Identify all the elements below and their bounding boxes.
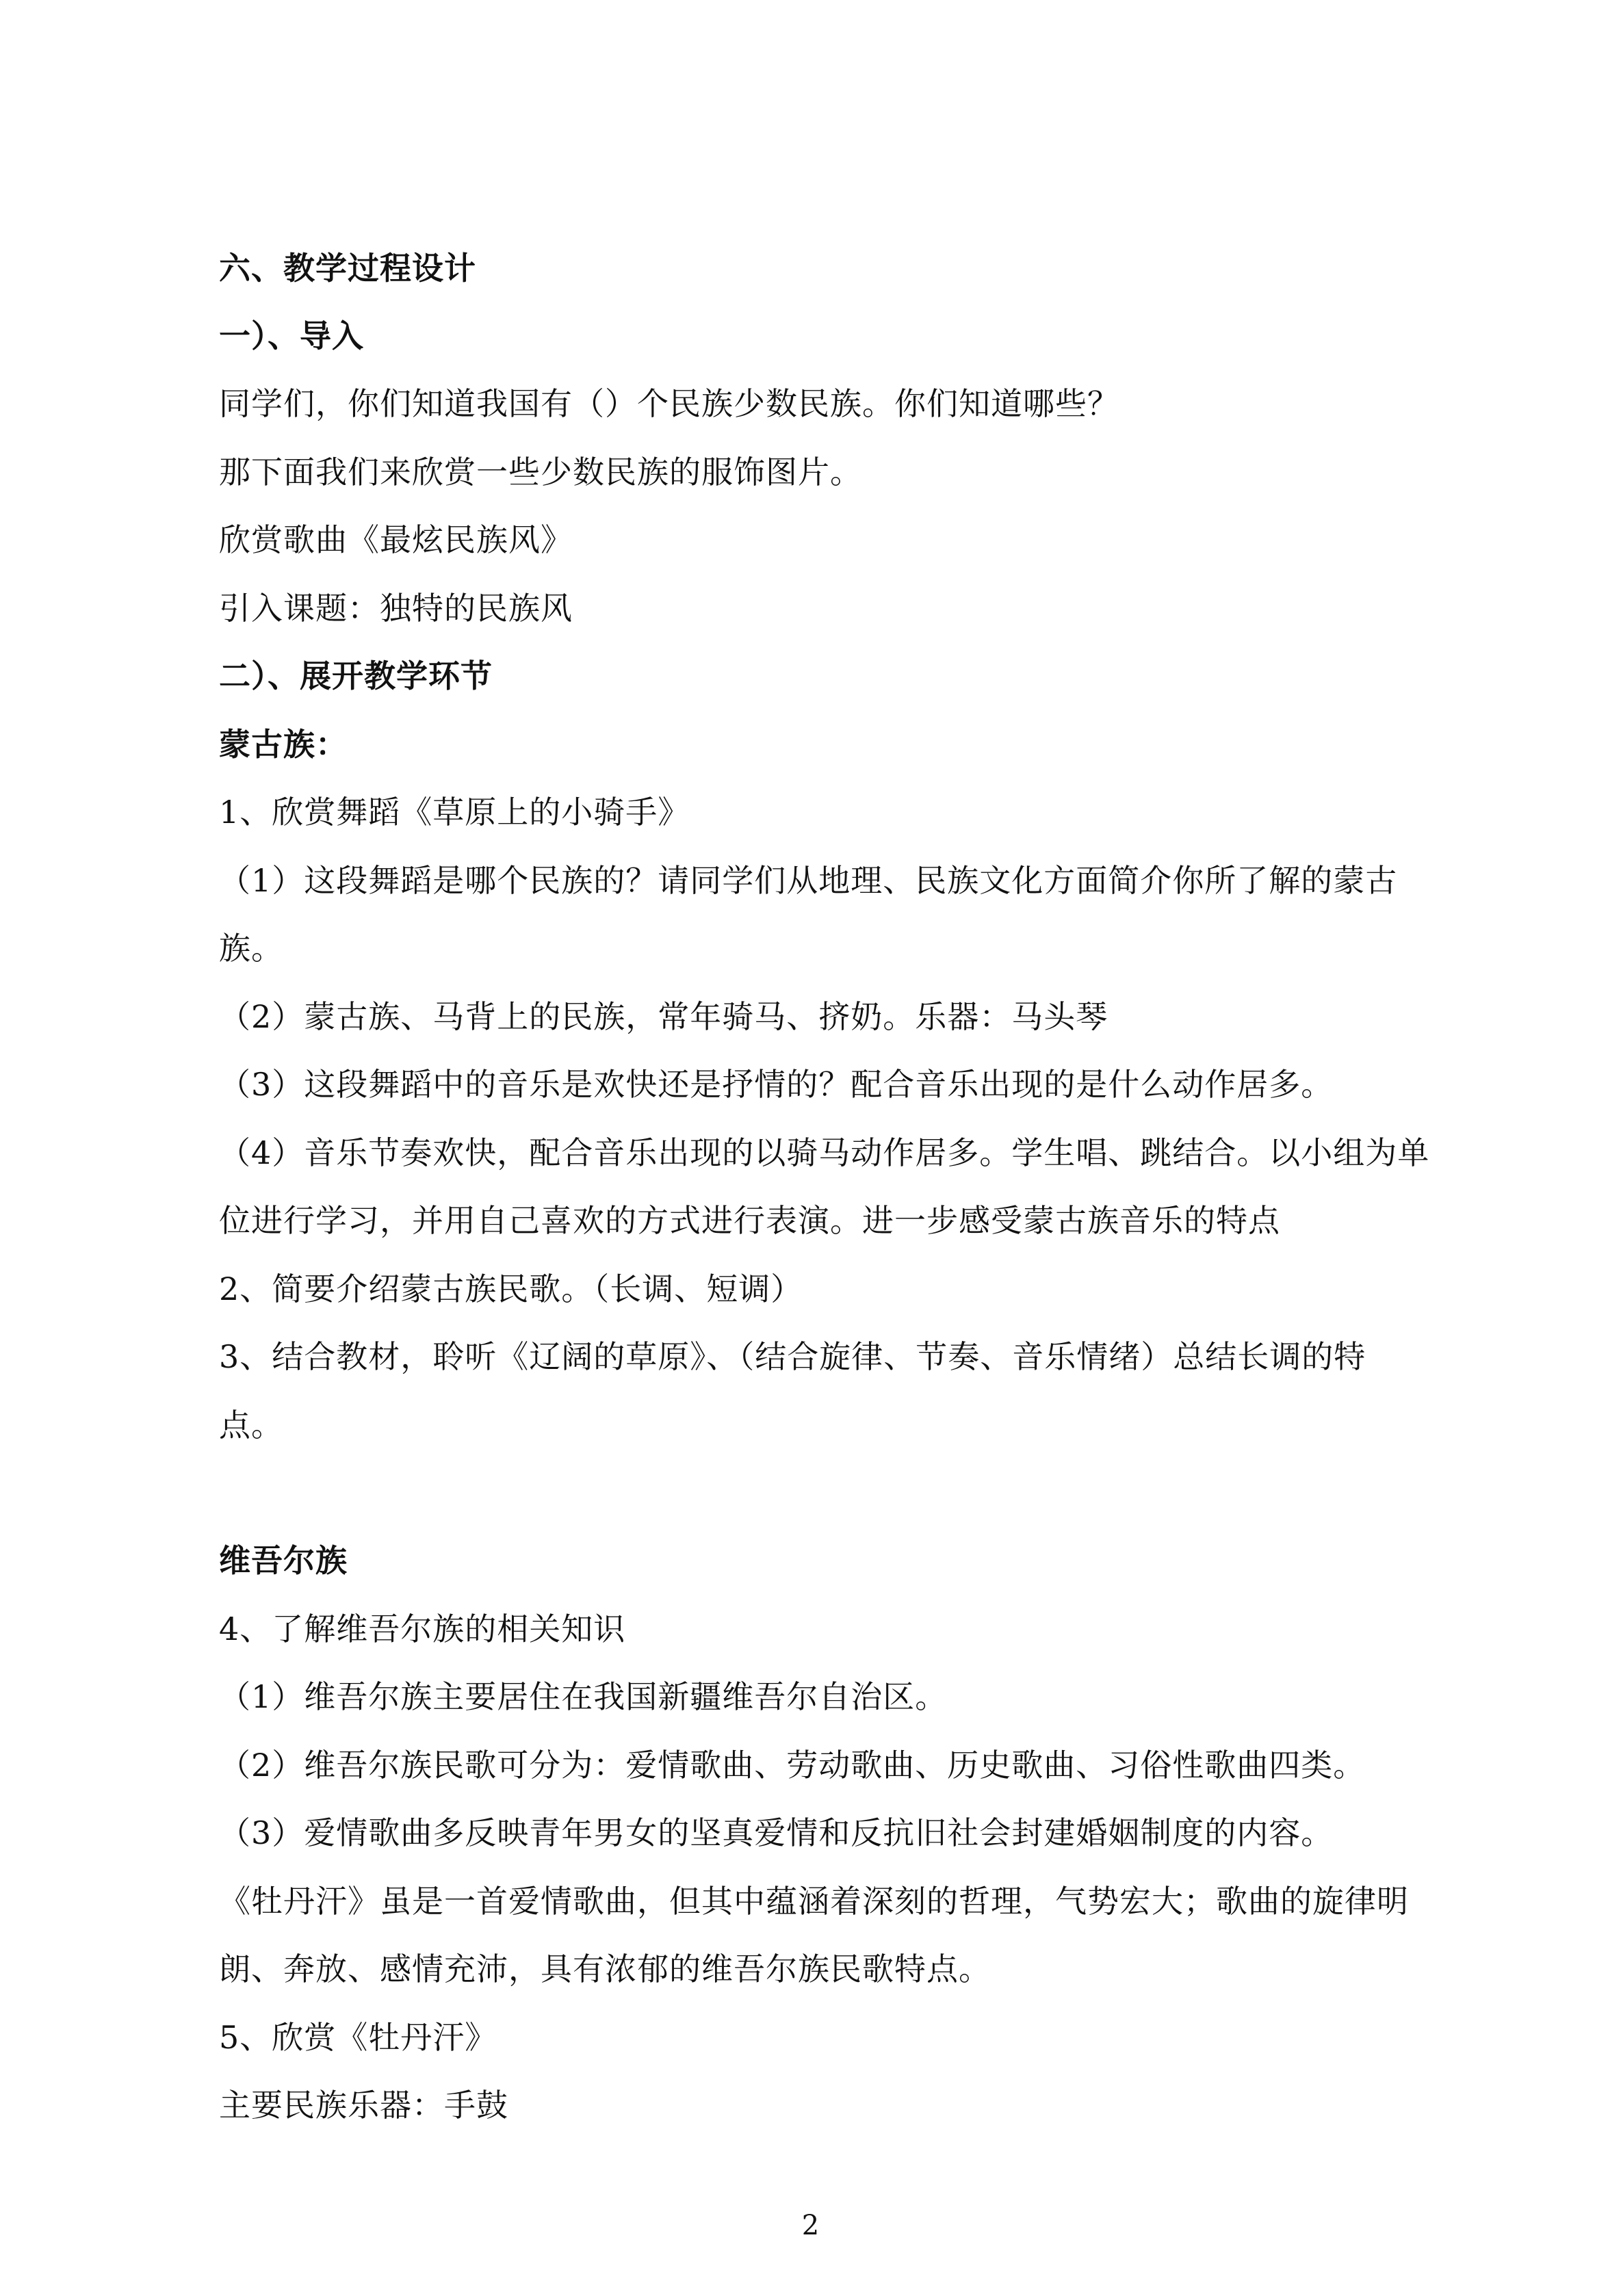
paragraph-continuation: 族。: [219, 930, 283, 967]
topic-heading-uyghur: 维吾尔族: [219, 1542, 348, 1579]
section-heading: 六、教学过程设计: [219, 250, 476, 287]
paragraph-line: 同学们，你们知道我国有（）个民族少数民族。你们知道哪些？: [219, 385, 1119, 422]
page-number: 2: [801, 2210, 820, 2241]
paragraph-line: 5、欣赏《牡丹汗》: [219, 2019, 497, 2056]
topic-heading-mongolian: 蒙古族：: [219, 726, 348, 763]
paragraph-line: 《牡丹汗》虽是一首爱情歌曲，但其中蕴涵着深刻的哲理，气势宏大；歌曲的旋律明: [219, 1883, 1409, 1920]
paragraph-line: 引入课题：独特的民族风: [219, 590, 573, 627]
paragraph-line: （4）音乐节奏欢快，配合音乐出现的以骑马动作居多。学生唱、跳结合。以小组为单: [219, 1134, 1430, 1171]
paragraph-line: （3）爱情歌曲多反映青年男女的坚真爱情和反抗旧社会封建婚姻制度的内容。: [219, 1814, 1334, 1851]
subsection-heading-intro: 一）、导入: [219, 317, 364, 354]
paragraph-line: 2、简要介绍蒙古族民歌。（长调、短调）: [219, 1270, 803, 1307]
subsection-heading-teaching: 二）、展开教学环节: [219, 657, 493, 694]
paragraph-line: 3、结合教材，聆听《辽阔的草原》、（结合旋律、节奏、音乐情绪）总结长调的特: [219, 1338, 1366, 1375]
paragraph-line: 欣赏歌曲《最炫民族风》: [219, 521, 573, 558]
paragraph-line: （2）维吾尔族民歌可分为：爱情歌曲、劳动歌曲、历史歌曲、习俗性歌曲四类。: [219, 1747, 1366, 1784]
paragraph-line: 1、欣赏舞蹈《草原上的小骑手》: [219, 794, 690, 831]
paragraph-line: 那下面我们来欣赏一些少数民族的服饰图片。: [219, 454, 862, 491]
paragraph-line: （1）维吾尔族主要居住在我国新疆维吾尔自治区。: [219, 1678, 948, 1715]
paragraph-line: 4、了解维吾尔族的相关知识: [219, 1610, 626, 1647]
paragraph-continuation: 位进行学习，并用自己喜欢的方式进行表演。进一步感受蒙古族音乐的特点: [219, 1202, 1280, 1239]
paragraph-continuation: 朗、奔放、感情充沛，具有浓郁的维吾尔族民歌特点。: [219, 1951, 991, 1987]
paragraph-line: （2）蒙古族、马背上的民族，常年骑马、挤奶。乐器：马头琴: [219, 998, 1108, 1035]
paragraph-line: （3）这段舞蹈中的音乐是欢快还是抒情的？配合音乐出现的是什么动作居多。: [219, 1066, 1334, 1103]
paragraph-continuation: 点。: [219, 1407, 283, 1444]
paragraph-line: 主要民族乐器：手鼓: [219, 2087, 508, 2124]
paragraph-line: （1）这段舞蹈是哪个民族的？请同学们从地理、民族文化方面简介你所了解的蒙古: [219, 862, 1398, 899]
